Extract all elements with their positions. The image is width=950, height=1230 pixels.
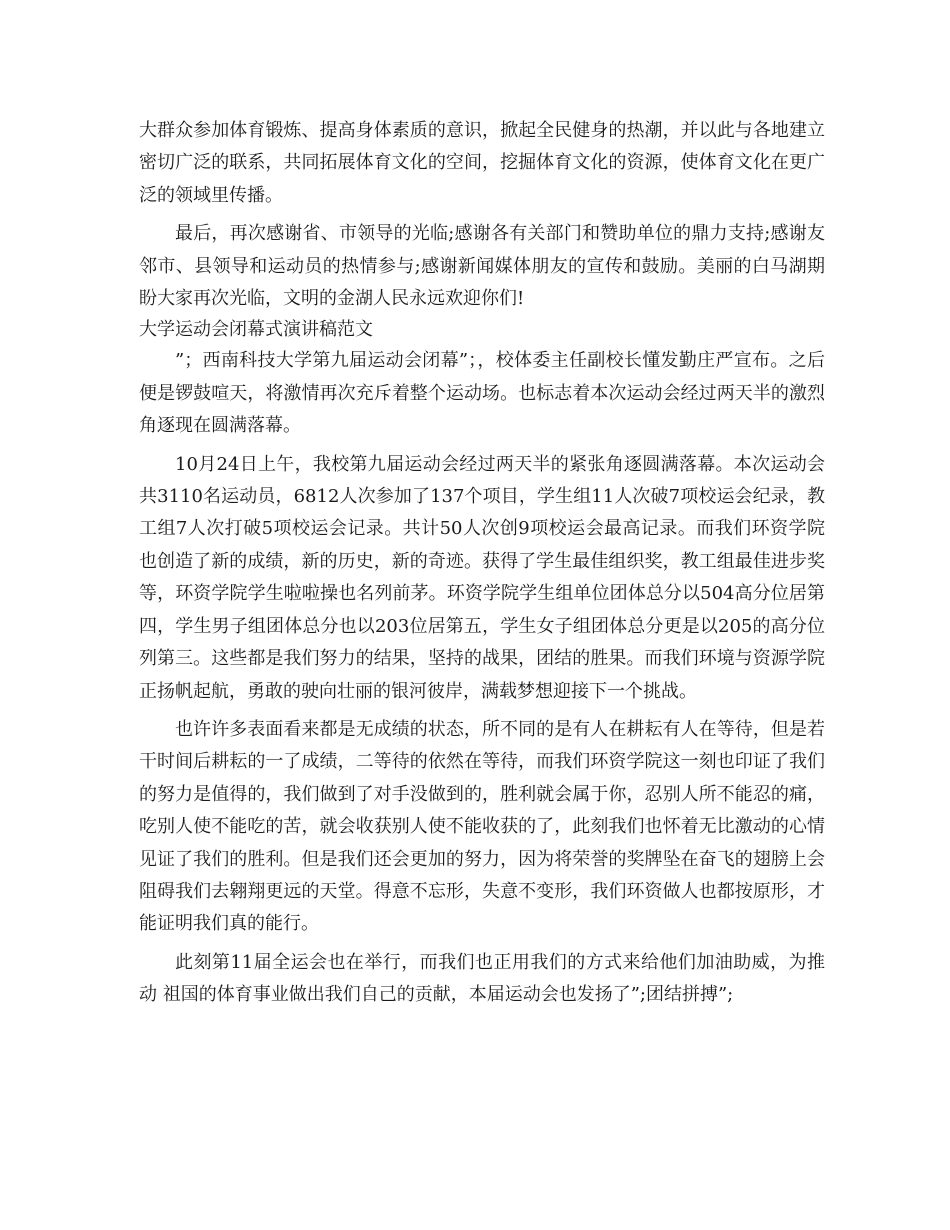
paragraph-fitness-awareness: 大群众参加体育锻炼、提高身体素质的意识，掀起全民健身的热潮，并以此与各地建立密切广泛的联系，共同拓展体育文化的空间，挖掘体育文化的资源，使体育文化在更广泛的领域里传播。 (139, 120, 825, 206)
section-heading: 大学运动会闭幕式演讲稿范文 (139, 319, 373, 341)
paragraph-reflection: 也许许多表面看来都是无成绩的状态，所不同的是有人在耕耘有人在等待，但是若干时间后耕耘的一了成绩，二等待的依然在等待，而我们环资学院这一刻也印证了我们的努力是值得的，我们做到了对手没做到的，胜利就会属于你，忍别人所不能忍的痛，吃别人使不能吃的苦，就会收获别人使不能收获的了，此刻我们也怀着无比激动的心情见证了我们的胜利。但是我们还会更加的努力，因为将荣誉的奖牌坠在奋飞的翅膀上会阻碍我们去翱翔更远的天堂。得意不忘形，失意不变形，我们环资做人也都按原形，才能证明我们真的能行。 (139, 718, 825, 935)
paragraph-results-summary: 10月24日上午，我校第九届运动会经过两天半的紧张角逐圆满落幕。本次运动会共3110名运动员，6812人次参加了137个项目，学生组11人次破7项校运会纪录，教工组7人次打破5项校运会记录。共计50人次创9项校运会最高记录。而我们环资学院也创造了新的成绩，新的历史，新的奇迹。获得了学生最佳组织奖，教工组最佳进步奖等，环资学院学生啦啦操也名列前茅。环资学院学生组单位团体总分以504高分位居第四，学生男子组团体总分也以203位居第五，学生女子组团体总分更是以205的高分位列第三。这些都是我们努力的结果，坚持的战果，团结的胜果。而我们环境与资源学院正扬帆起航，勇敢的驶向壮丽的银河彼岸，满载梦想迎接下一个挑战。 (139, 453, 825, 702)
paragraph-closing-thanks: 最后，再次感谢省、市领导的光临;感谢各有关部门和赞助单位的鼎力支持;感谢友邻市、县领导和运动员的热情参与;感谢新闻媒体朋友的宣传和鼓励。美丽的白马湖期盼大家再次光临，文明的金湖人民永远欢迎你们! (139, 223, 825, 310)
paragraph-national-games: 此刻第11届全运会也在举行，而我们也正用我们的方式来给他们加油助威，为推动 祖国的体育事业做出我们自己的贡献，本届运动会也发扬了”;团结拼搏”; (139, 951, 825, 1006)
document-body (139, 115, 825, 1012)
paragraph-closing-announcement: ”；西南科技大学第九届运动会闭幕”；，校体委主任副校长懂发勤庄严宣布。之后便是锣鼓喧天，将激情再次充斥着整个运动场。也标志着本次运动会经过两天半的激烈角逐现在圆满落幕。 (139, 350, 825, 437)
